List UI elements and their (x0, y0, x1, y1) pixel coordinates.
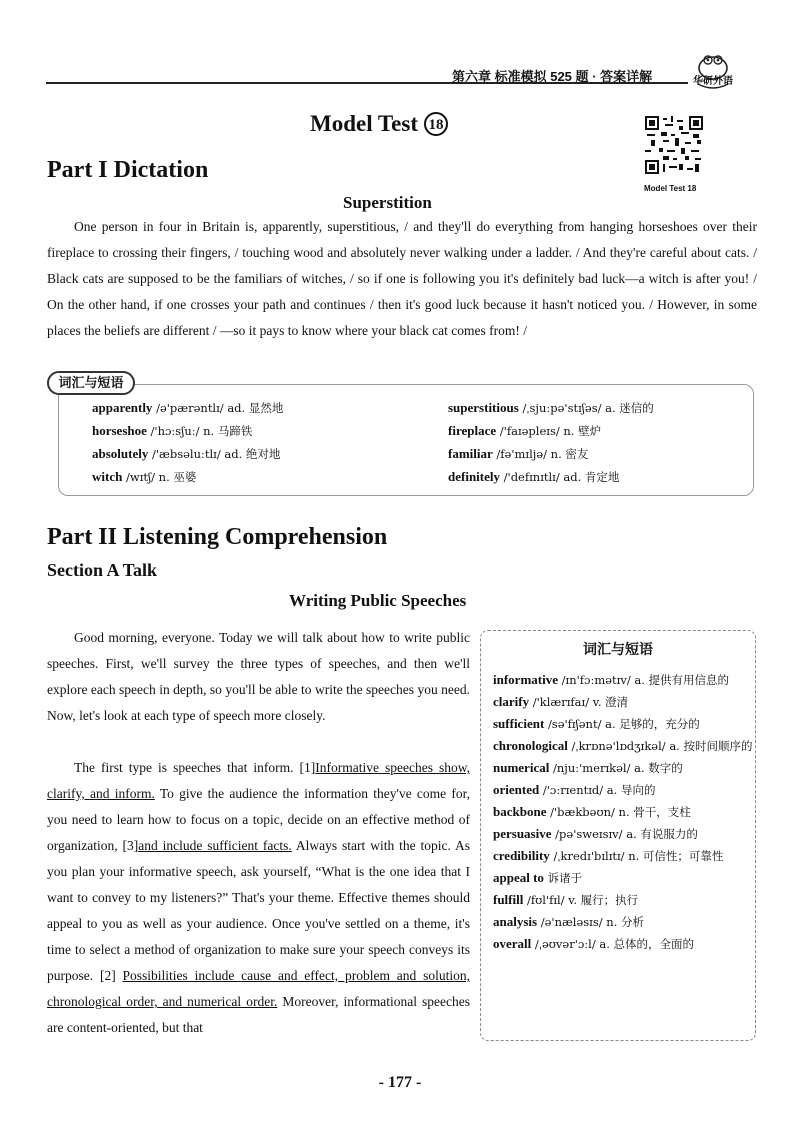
title-text: Model Test (310, 111, 418, 136)
vocab-definition: /ə'pærəntlɪ/ ad. 显然地 (156, 401, 284, 415)
talk-title: Writing Public Speeches (289, 591, 467, 610)
side-vocab-item (493, 823, 753, 845)
running-header: 第六章 标准模拟 525 题 · 答案详解 (452, 69, 653, 84)
side-vocab-item (493, 845, 753, 867)
vocab-definition: /fə'mɪljə/ n. 密友 (496, 447, 589, 461)
vocab-item (92, 469, 448, 485)
side-vocab-item (493, 933, 753, 955)
p2-text-b: To give the audience the information they've come for, you need to learn how to focus on a topic, decide on an effective method of organization, [3] (47, 786, 470, 853)
side-vocab-item (493, 669, 753, 691)
header-rule (46, 82, 688, 84)
vocab-word: informative (493, 672, 558, 687)
test-number-badge: 18 (424, 112, 448, 136)
talk-paragraph-2 (47, 755, 470, 1041)
vocab-item (448, 400, 712, 416)
vocab-item (448, 469, 712, 485)
vocab-word: sufficient (493, 716, 545, 731)
vocab-definition: /pə'sweɪsɪv/ a. 有说服力的 (555, 827, 698, 841)
vocab-word: numerical (493, 760, 550, 775)
vocab-definition: /'faɪəpleɪs/ n. 壁炉 (499, 424, 602, 438)
talk-paragraph-1: Good morning, everyone. Today we will talk about how to write public speeches. First, we'll survey the three types of speeches, and then we'll explore each speech in depth, so you'll be able to write the speeches you need. Now, let's look at each type of speech more closely. (47, 630, 470, 723)
vocab-definition: /'ɔːrɪentɪd/ a. 导向的 (542, 783, 656, 797)
dictation-paragraph: One person in four in Britain is, apparently, superstitious, / and they'll do everything from hanging horseshoes over their fireplace to crossing their fingers, / touching wood and absolutely never walking under a ladder. / And they're careful about cats. / Black cats are supposed to be the familiars of witches, / so if one is following you it's definitely bad luck—a witch is after you! / On the other hand, if one crosses your path and continues / then it's good luck because it hasn't noticed you. / However, in some places the beliefs are different / —so it pays to know where your black cat comes from! / (47, 219, 757, 338)
qr-code-icon (645, 116, 703, 174)
vocab-word: apparently (92, 400, 153, 415)
vocab-item (92, 446, 448, 462)
publisher-logo-icon (690, 48, 736, 94)
side-vocab-item (493, 757, 753, 779)
answer-1-underline: Informative speeches show, clarify, and inform. (47, 760, 471, 801)
part1-subtitle: Superstition (343, 193, 432, 212)
p2-text-c: Always start with the topic. As you plan your informative speech, ask yourself, “What is the one idea that I want to convey to my listeners?” That's your theme. Effective themes should appeal to you as well as your audience. Once you've settled on a theme, it's time to select a method of organization to make sure your speech conveys its purpose. [2] (47, 838, 470, 983)
vocab-definition: /fʊl'fɪl/ v. 履行；执行 (527, 893, 639, 907)
vocab-word: absolutely (92, 446, 149, 461)
vocab-word: oriented (493, 782, 540, 797)
answer-3-underline: and include sufficient facts. (138, 838, 292, 853)
vocab-word: credibility (493, 848, 550, 863)
vocab-definition: /'hɔːsʃuː/ n. 马蹄铁 (150, 424, 253, 438)
vocab-item (92, 423, 448, 439)
side-vocab-item (493, 889, 753, 911)
vocab-definition: /'klærɪfaɪ/ v. 澄清 (532, 695, 629, 709)
part1-heading: Part I Dictation (47, 157, 209, 183)
p2-text-a: The first type is speeches that inform. [1] (74, 760, 316, 775)
vocab-item (92, 400, 448, 416)
vocab-item (448, 446, 712, 462)
side-vocab-item (493, 801, 753, 823)
p2-text-d: Moreover, informational speeches are content-oriented, but that (47, 994, 470, 1035)
vocab-word: definitely (448, 469, 500, 484)
side-vocab-item (493, 735, 753, 757)
vocab-definition: /'æbsəluːtlɪ/ ad. 绝对地 (152, 447, 281, 461)
answer-2-underline: Possibilities include cause and effect, problem and solution, chronological order, and numerical order. (47, 968, 470, 1009)
vocab-definition: 诉诸于 (547, 871, 583, 885)
vocab-word: persuasive (493, 826, 552, 841)
vocab-word: fireplace (448, 423, 497, 438)
vocab-definition: /njuː'merɪkəl/ a. 数字的 (552, 761, 683, 775)
vocab-word: clarify (493, 694, 530, 709)
vocab-definition: /ˌəʊvər'ɔːl/ a. 总体的，全面的 (534, 937, 695, 951)
vocab-definition: /ˌsjuːpə'stɪʃəs/ a. 迷信的 (522, 401, 654, 415)
side-vocab-box (480, 630, 756, 1041)
side-vocab-item (493, 779, 753, 801)
vocab-word: appeal to (493, 870, 544, 885)
vocab-definition: /ə'næləsɪs/ n. 分析 (540, 915, 645, 929)
vocab-list (92, 400, 712, 485)
vocab-word: familiar (448, 446, 493, 461)
vocab-word: fulfill (493, 892, 524, 907)
side-vocab-title: 词汇与短语 (583, 642, 653, 658)
part2-heading: Part II Listening Comprehension (47, 524, 388, 550)
page-title (310, 111, 448, 137)
side-vocab-list (493, 669, 753, 955)
side-vocab-item (493, 911, 753, 933)
vocab-definition: /'bækbəʊn/ n. 骨干，支柱 (550, 805, 691, 819)
vocab-definition: /wɪtʃ/ n. 巫婆 (126, 470, 197, 484)
vocab-definition: /ɪn'fɔːmətɪv/ a. 提供有用信息的 (561, 673, 730, 687)
vocab-word: backbone (493, 804, 547, 819)
side-vocab-item (493, 867, 753, 889)
vocab-word: horseshoe (92, 423, 147, 438)
vocab-word: chronological (493, 738, 568, 753)
side-vocab-item (493, 713, 753, 735)
vocab-item (448, 423, 712, 439)
vocab-definition: /sə'fɪʃənt/ a. 足够的，充分的 (547, 717, 700, 731)
vocab-definition: /ˌkrɒnə'lɒdʒɪkəl/ a. 按时间顺序的 (571, 739, 753, 753)
vocab-word: analysis (493, 914, 538, 929)
vocab-definition: /'defɪnɪtlɪ/ ad. 肯定地 (503, 470, 620, 484)
vocab-word: witch (92, 469, 123, 484)
page-number: - 177 - (378, 1074, 422, 1091)
side-vocab-item (493, 691, 753, 713)
qr-caption: Model Test 18 (644, 184, 697, 193)
vocab-word: superstitious (448, 400, 519, 415)
vocab-badge: 词汇与短语 (47, 371, 135, 395)
publisher-logo-text: 华研外语 (693, 76, 733, 87)
section-a-heading: Section A Talk (47, 560, 158, 580)
vocab-definition: /ˌkredɪ'bɪlɪtɪ/ n. 可信性；可靠性 (553, 849, 724, 863)
vocab-word: overall (493, 936, 532, 951)
